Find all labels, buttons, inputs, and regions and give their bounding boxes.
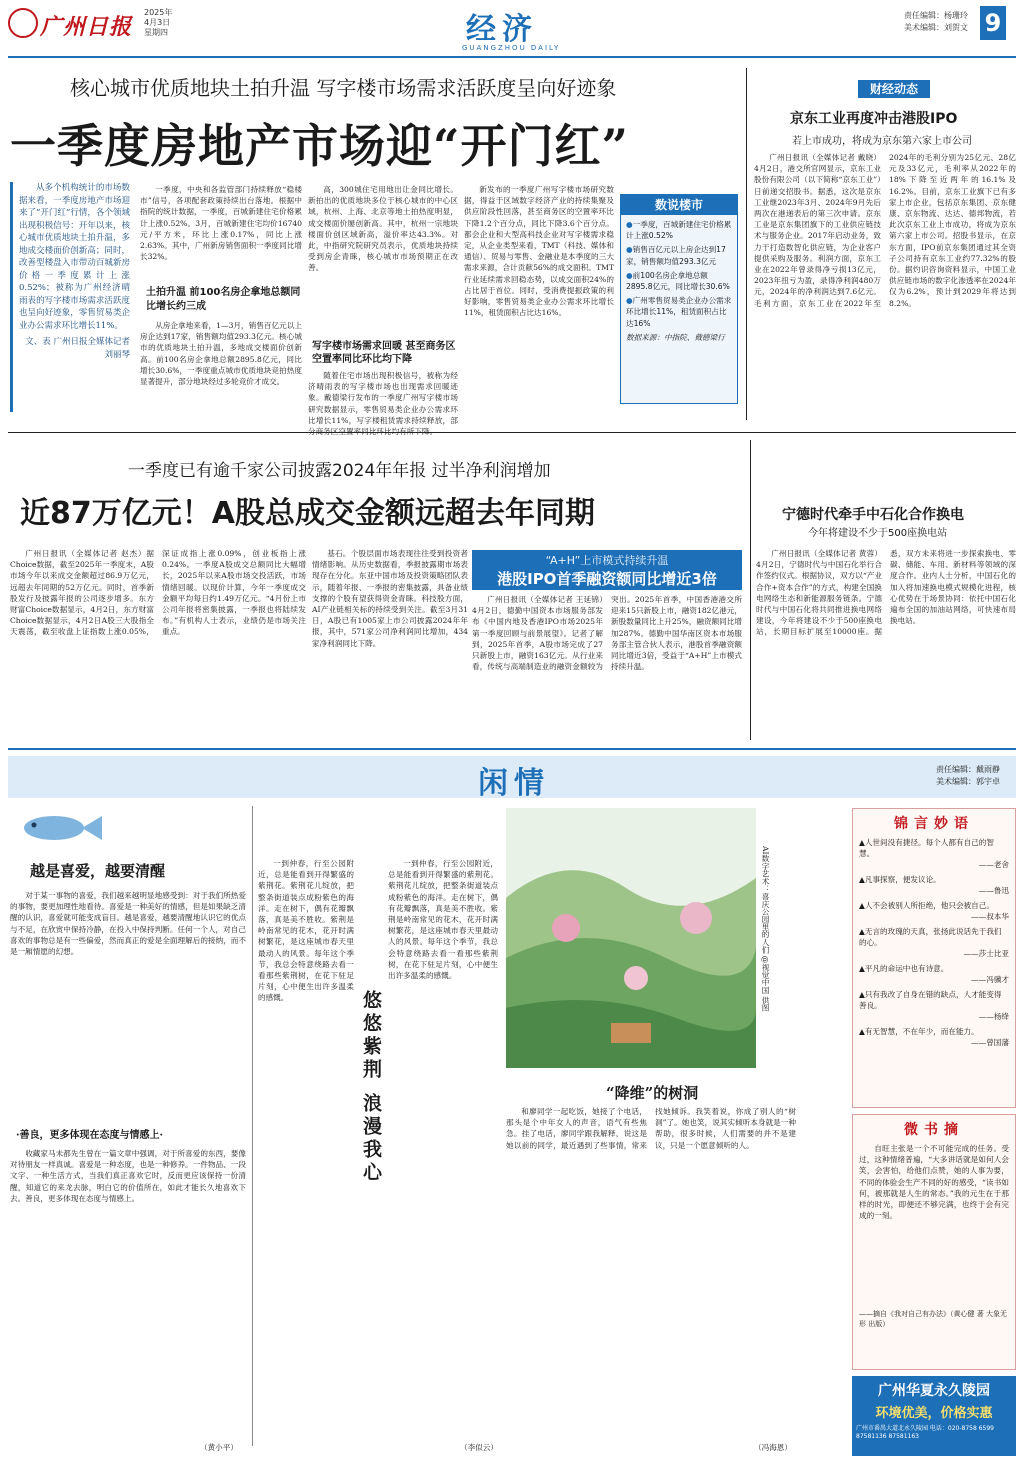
lead-col-2: 从房企拿地来看，1—3月，销售百亿元以上房企达到17家，销售额均值293.3亿元。核心城市的优质地块土拍升温，多地成交楼面价创新高。前100名房企拿地总额2895.8亿元，同比增长30.6%，一季度重点城市优质地块竞拍热度显著提升，部分地块经过多轮竞价才成交。 — [140, 321, 302, 387]
quotes-title: 锦言妙语 — [894, 816, 974, 832]
quote-item: ▲凡事探察，便发议论。 ——鲁迅 — [859, 875, 1009, 895]
page-number: 9 — [980, 6, 1006, 40]
essay2-body-a: 一到仲春，行至公园附近，总是能看到开得繁盛的紫荆花。紫荆花儿绽放，把整条街道装点成粉紫色的海洋。走在树下，偶有花瓣飘落，真是美不胜收。紫荆是岭南常见的花木，花开时满树繁花，是这座城市春天里最动人的风景。每年这个季节，我总会特意绕路去看一看那些紫荆树，在花下驻足片刻，心中便生出许多温柔的感慨。 — [258, 859, 354, 1003]
essay2-body-b: 一到仲春，行至公园附近，总是能看到开得繁盛的紫荆花。紫荆花儿绽放，把整条街道装点成粉紫色的海洋。走在树下，偶有花瓣飘落，真是美不胜收。紫荆是岭南常见的花木，花开时满树繁花，是这座城市春天里最动人的风景。每年这个季节，我总会特意绕路去看一看那些紫荆树，在花下驻足片刻，心中便生出许多温柔的感慨。 — [388, 859, 498, 981]
right-top-headline: 京东工业再度冲击港股IPO — [790, 111, 958, 127]
finance-tag: 财经动态 — [858, 80, 930, 98]
section-rule — [8, 432, 1016, 433]
hk-box-header — [472, 550, 742, 590]
issue-date: 2025年 4月3日 星期四 — [144, 8, 173, 37]
data-source: 数据来源：中指院、戴德梁行 — [626, 332, 725, 342]
essay3-title: “降维”的树洞 — [606, 1084, 699, 1102]
book-box — [852, 1114, 1016, 1370]
essay1-body-2: 收藏家马未都先生曾在一篇文章中强调，对于所喜爱的东西，要像对待朋友一样真诚。喜爱是一种态度，也是一种修养。一件物品、一段文字、一种生活方式，当我们真正喜欢它时，反而更应该保持一份清醒，知道它的来龙去脉，明白它的价值所在，如此才能长久地喜欢下去。善良，更多体现在态度与情感上。 — [10, 1149, 246, 1203]
essay2-title: 悠悠紫荆 浪漫我心 — [360, 990, 382, 1185]
quotes-box — [852, 808, 1016, 1108]
essay3-body: 和廖同学一起吃饭，她接了个电话，那头是个中年女人的声音，语气有些焦急。挂了电话，廖同学跟我解释，说这是她以前的同学，最近遇到了些事情，常来找她倾诉。我笑着说，你成了别人的“树洞”了。她也笑，说其实倾听本身就是一种帮助，很多时候，人们需要的并不是建议，只是一个愿意倾听的人。 — [506, 1107, 796, 1150]
column-divider — [750, 440, 751, 740]
lead-subhead-2: 写字楼市场需求回暖 甚至商务区空置率同比环比均下降 — [312, 341, 456, 365]
data-item: ●前100名房企拿地总额2895.8亿元，同比增长30.6% — [626, 270, 730, 292]
essay1-body: 对于某一事物的喜爱，我们越来越明显地感受到：对于我们所热爱的事物，要更加理性地看待。喜爱是一种美好的情感，但是如果缺乏清醒的认识，喜爱就可能变成盲目。越是喜爱，越要清醒地认识它的优点与不足，在欣赏中保持冷静，在投入中保持判断。任何一个人，对自己喜欢的事物总是有一些偏爱，然而真正的爱是全面理解后的接纳，而不是一厢情愿的幻想。 — [10, 891, 246, 957]
lead-col-3: 高，300城住宅用地出让金同比增长。新拍出的优质地块多位于核心城市的中心区域，杭州、上海、北京等地土拍热度明显，成交楼面价屡创新高。其中，杭州一宗地块楼面价创区域新高，溢价率达43.3%。对此，中指研究院研究员表示，优质地块持续受到房企青睐，核心城市市场预期正在改善。 — [308, 185, 458, 273]
essay3-author: （冯海恩） — [754, 1443, 792, 1452]
data-box-title: 数说楼市 — [621, 195, 737, 215]
hk-headline: 港股IPO首季融资额同比增近3倍 — [497, 570, 717, 588]
lead-col-4: 随着住宅市场出现积极信号，被称为经济晴雨表的写字楼市场也出现需求回暖迹象。戴德梁行发布的一季度广州写字楼市场研究数据显示，零售贸易类企业办公需求环比增长11%，写字楼租赁需求持续释放，部 — [308, 371, 458, 425]
lead-byline: 文、表 广州日报全媒体记者刘丽琴 — [25, 337, 130, 360]
ad-slogan: 环境优美，价格实惠 — [875, 1406, 993, 1421]
quote-item: ▲人世间没有捷径。每个人都有自己的智慧。 ——老舍 — [859, 838, 1009, 869]
lead-col-1: 一季度，中央和各监管部门持续释放“稳楼市”信号，各项配套政策持续出台落地。根据中指院的统计数据，一季度，百城新建住宅价格累计上涨0.52%。3月，百城新建住宅均价16740元/平方米，环比上涨0.17%，同比上涨2.63%。其中，广州新房销售面积一季度同比增长32%。 — [140, 185, 302, 262]
column-divider — [746, 68, 747, 420]
bullet-icon: ● — [626, 245, 633, 255]
editors: 责任编辑：杨珊玲 美术编辑：刘贺文 — [904, 11, 968, 32]
page-split-rule — [8, 748, 1016, 750]
essay1-author: （黄小平） — [200, 1443, 238, 1452]
illustration-landscape — [506, 808, 756, 1068]
quote-item: ▲人不会被别人所拒绝，他只会被自己。 ——叔本华 — [859, 901, 1009, 921]
ad-contact: 广州市番禺大道北永久陵园 电话：020-8758 6599 87581136 87581163 — [856, 1425, 994, 1440]
data-item: ●销售百亿元以上房企达到17家，销售额均值293.3亿元 — [626, 245, 726, 266]
column-divider — [252, 806, 253, 1446]
lead-headline: 一季度房地产市场迎“开门红” — [10, 119, 629, 173]
right-mid-body: 广州日报讯（全媒体记者 黄蓉）4月2日，宁德时代与中国石化举行合作签约仪式。根据协议，双方以“产业合作+资本合作”的方式，构建全国换电网络生态和新能源服务链条。宁德时代与中国石化将共同推进换电网络建设，今年将建设不少于500座换电站，长期目标扩展至10000座。据悉，双方未来将进一步探索换电、零碳、储能、车用、新材料等领域的深度合作。业内人士分析，中国石化的加入将加速换电模式规模化进程，核心优势在于场景协同：依托中国石化遍布全国的加油站网络，可快速布局换电站。 — [756, 549, 1016, 637]
advertisement — [852, 1376, 1016, 1456]
bullet-icon: ▲ — [859, 1027, 865, 1036]
right-top-subhead: 若上市成功，将成为京东第六家上市公司 — [792, 136, 972, 147]
right-mid-subhead: 今年将建设不少于500座换电站 — [808, 528, 948, 539]
paper-logo — [8, 6, 158, 42]
quote-item: ▲有无智慧，不在年少，而在能力。 ——曾国藩 — [859, 1027, 1009, 1047]
right-mid-headline: 宁德时代牵手中石化合作换电 — [782, 507, 964, 523]
ad-title: 广州华夏永久陵园 — [878, 1383, 990, 1399]
mid-body-2: 基石。个股层面市场表现往往受到投资者情绪影响。从历史数据看，季报披露期市场表现存在分化。东亚中国市场及投资策略团队表示，随着年报、一季报的密集披露，具备业绩支撑的个股有望获得资金青睐。科技股方面，AI产业链相关标的持续受到关注。截至3月31日，A股已有1005家上市公司披露2024年年报，其中，571家公司净利润同比增加，434家净利润同比下降。 — [312, 549, 468, 648]
bullet-icon: ● — [626, 270, 633, 280]
leisure-editors: 责任编辑：戴雨静 美术编辑：郭宇卓 — [936, 765, 1000, 786]
bullet-icon: ● — [626, 220, 633, 229]
bullet-icon: ▲ — [859, 838, 865, 847]
bullet-icon: ● — [626, 296, 633, 306]
essay1-title: 越是喜爱，越要清醒 — [30, 862, 166, 880]
bullet-icon: ▲ — [859, 875, 865, 884]
bullet-icon: ▲ — [859, 964, 865, 973]
quote-item: ▲无言的玫瑰的天真，张扬此说话先于我们的心。 ——莎士比亚 — [859, 927, 1009, 958]
hk-kicker: “A+H”上市模式持续升温 — [545, 554, 669, 567]
section-title: 经济 — [466, 12, 538, 47]
lead-summary: 从多个机构统计的市场数据来看，一季度房地产市场迎来了“开门红”行情，各个领域出现积极信号：开年以来，核心城市优质地块土拍升温，多地成交楼面价创新高；同时，改善型楼盘入市带动百城新房价格一季度累计上涨0.52%；被称为广州经济晴雨表的写字楼市场需求活跃度也呈向好迹象，零售贸易类企业办公需求环比增长11%。 文、表 广州日报全媒体记者刘丽琴 — [10, 182, 130, 412]
data-item: ●一季度，百城新建住宅价格累计上涨0.52% — [626, 220, 732, 241]
book-title: 微书摘 — [904, 1122, 964, 1138]
mid-kicker: 一季度已有逾千家公司披露2024年年报 过半净利润增加 — [128, 461, 551, 481]
section-subtitle: GUANGZHOU DAILY — [462, 44, 561, 52]
illustration-caption: AI数字艺术：喜庆公园里的人们 @视觉中国 供图 — [761, 846, 770, 1012]
mid-headline: 近87万亿元！A股总成交金额远超去年同期 — [20, 496, 595, 531]
quote-item: ▲平凡的命运中也有诗意。 ——冯骥才 — [859, 964, 1009, 984]
essay2-author: （李似云） — [460, 1443, 498, 1452]
lead-kicker: 核心城市优质地块土拍升温 写字楼市场需求活跃度呈向好迹象 — [70, 76, 617, 100]
leisure-section-title: 闲情 — [478, 766, 550, 801]
book-body: 自旺主张是一个不可能完成的任务。受过，这种情绪普遍，“大多讲话就是如何人会笑，会害怕，给他们点赞，她的人事为要，不同的体验会生产不同的好的感受，“读书如何，被那就是人生的常态。”我的元生在于那样的时光，即便还不够完满，也终于会有完成的一刻。 — [859, 1144, 1009, 1221]
bullet-icon: ▲ — [859, 927, 865, 936]
lead-subhead-1: 土拍升温 前100名房企拿地总额同比增长约三成 — [146, 287, 301, 312]
data-box — [620, 194, 738, 404]
essay1-subhead: ·善良，更多体现在态度与情感上· — [16, 1130, 163, 1141]
hk-body: 广州日报讯（全媒体记者 王延锦）4月2日，德勤中国资本市场服务部发布《中国内地及香港IPO市场2025年第一季度回顾与前景展望》。记者了解到，2025年首季，A股市场完成了27只新股上市，融资163亿元。从行业来看，传统与高端制造业的融资金额较为突出。2025年首季，中国香港港交所迎来15只新股上市，融资182亿港元，新股数量同比上升25%，融资额同比增加287%。德勤中国华南区资本市场服务部主管合伙人表示，港股首季融资额同比增近3倍，受益于“A+H”上市模式持续升温。 — [472, 595, 742, 672]
quote-item: ▲只有我改了自身在错的缺点，人才能变得善良。 ——杨绛 — [859, 990, 1009, 1021]
mid-body-1: 广州日报讯（全媒体记者 赵杰）据Choice数据，截至2025年一季度末，A股市场今年以来成交金额超过86.9万亿元，远超去年同期的52万亿元。同时，首季新股发行及披露年报的公司逐步增多。东方财富Choice数据显示，4月2日，东方财富Choice数据显示，4月2日A股三大股指全天震荡，截至收盘上证指数上涨0.05%，深证成指上涨0.09%，创业板指上涨0.24%。一季度A股成交总额同比大幅增长，2025年以来A股市场交投活跃，市场情绪回暖。以现价计算，今年一季度成交金额平均每日约1.49万亿元。“4月份上市公司年报将密集披露，一季报也将陆续发布。”有机构人士表示，业绩仍是市场关注重点。 — [10, 549, 306, 637]
data-item: ●广州零售贸易类企业办公需求环比增长11%，租赁面积占比达16% — [626, 296, 732, 328]
paper-name: 广州日报 — [40, 14, 133, 40]
masthead-rule — [8, 56, 1016, 58]
book-source: ——摘自《我对自己有办法》（黄心健 著 大象无形 出版） — [859, 1310, 1007, 1328]
bullet-icon: ▲ — [859, 901, 865, 910]
fish-illustration — [14, 808, 104, 848]
right-top-body: 广州日报讯（全媒体记者 戴晓）4月2日，港交所官网显示，京东工业股份有限公司（以下简称“京东工业”）日前递交招股书。据悉，这次是京东工业继2023年3月、2024年9月先后两次在港递表后的第三次申请。京东工业是京东集团旗下的工业供应链技术与服务企业。2017年启动业务，致力于打造数智化供应链，为企业客户提供采购及服务。利润方面，京东工业在2022年曾录得净亏损13亿元，2023年扭亏为盈，录得净利润480万元，2024年的净利润达到7.6亿元。毛利方面，京东工业在2022年至2024年的毛利分别为25亿元、28亿元及33亿元，毛利率从2022年的18%下降至近两年的16.1%及16.2%。目前，京东工业旗下已有多家上市企业，包括京东集团、京东健康、京东物流、达达、德邦物流，若此次京东工业上市成功，将成为京东第六家上市公司。招股书显示，在京东方面，IPO前京东集团通过其全资子公司持有京东工业约77.32%的股份。据灼识咨询资料显示，中国工业供应链市场的数字化渗透率在2024年仅为6.2%，预计到2029年将达到8.2%。 — [754, 153, 1016, 308]
logo-emblem-icon — [8, 8, 38, 38]
bullet-icon: ▲ — [859, 990, 865, 999]
lead-col-5: 新发布的一季度广州写字楼市场研究数据，得益于区域数字经济产业的持续集聚及供应阶段性回落，甚至商务区的空置率环比下降1.2个百分点，同比下降3.6个百分点。都会企业和大型高科技企业对写字楼需求稳定，从企业类型来看，TMT（科技、媒体和通信）、贸易与零售、金融业是本季度的三大需求来源，合计贡献56%的成交面积。TMT行业延续需求回稳态势，以成交面积24%的占比居于首位。同时，受消费提振政策的利好影响，零售贸易类企业办公需求环比增长11%，租赁面积占比达16%。 — [464, 185, 614, 318]
